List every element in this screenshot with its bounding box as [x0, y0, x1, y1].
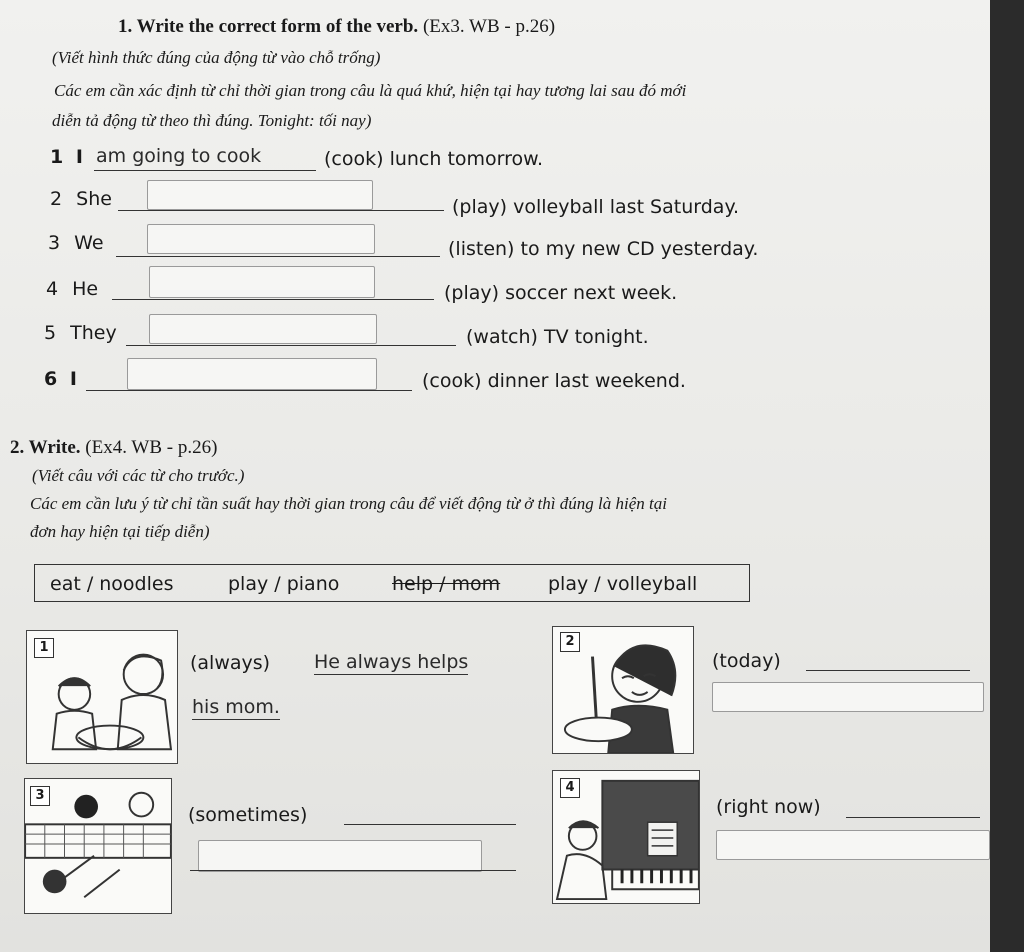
ex1-item-5: [44, 322, 117, 344]
ex1-item-3-rest: (listen) to my new CD yesterday.: [448, 238, 759, 260]
item-number: 1: [50, 146, 64, 168]
item-subject: I: [69, 368, 77, 390]
answer-underline: [86, 390, 412, 391]
picture-1-cue: (always): [190, 652, 271, 674]
picture-number: 3: [30, 786, 50, 806]
ex2-title-text: 2. Write.: [10, 437, 81, 458]
word-box-item-1: eat / noodles: [50, 573, 174, 595]
item-number: 3: [48, 232, 61, 254]
ex2-note-2: Các em cần lưu ý từ chỉ tần suất hay thời gian trong câu để viết động từ ở thì đúng là hiện tại: [30, 494, 667, 513]
ex1-item-4-rest: (play) soccer next week.: [444, 282, 678, 304]
ex1-title-text: 1. Write the correct form of the verb.: [118, 16, 419, 37]
answer-underline: [112, 299, 434, 300]
ex2-note-1: (Viết câu với các từ cho trước.): [32, 466, 245, 485]
item-subject: We: [74, 232, 104, 254]
ex1-item-6-rest: (cook) dinner last weekend.: [422, 370, 686, 392]
ex1-item-1-answer[interactable]: [96, 145, 314, 167]
picture-number: 4: [560, 778, 580, 798]
picture-2-answer-box[interactable]: [712, 682, 984, 712]
ex1-item-3-answer-box[interactable]: [147, 224, 375, 254]
picture-4-cue: (right now): [716, 796, 821, 818]
answer-underline: [118, 210, 444, 211]
picture-number: 1: [34, 638, 54, 658]
item-number: 6: [44, 368, 58, 390]
ex1-title: [118, 16, 555, 38]
ex1-item-3: [48, 232, 104, 254]
item-number: 2: [50, 188, 63, 210]
picture-3-answer-box[interactable]: [198, 840, 482, 872]
ex1-item-1: [50, 146, 83, 168]
answer-underline: [94, 170, 316, 171]
item-subject: They: [70, 322, 117, 344]
answer-underline: [846, 817, 980, 818]
answer-underline: [116, 256, 440, 257]
ex2-title-ref: (Ex4. WB - p.26): [85, 437, 218, 458]
picture-number: 2: [560, 632, 580, 652]
picture-2-cue: (today): [712, 650, 781, 672]
ex1-item-6-answer-box[interactable]: [127, 358, 377, 390]
answer-text: his mom.: [192, 696, 280, 718]
ex1-item-2: [50, 188, 112, 210]
word-box-item-3: help / mom: [392, 573, 501, 595]
picture-3-cue: (sometimes): [188, 804, 308, 826]
answer-underline: [344, 824, 516, 825]
answer-underline: [806, 670, 970, 671]
picture-1-answer-line-2[interactable]: [192, 696, 280, 718]
item-subject: She: [76, 188, 112, 210]
ex1-item-4: [46, 278, 98, 300]
word-box-item-4: play / volleyball: [548, 573, 698, 595]
answer-underline: [190, 870, 516, 871]
item-subject: He: [72, 278, 99, 300]
ex1-title-ref: (Ex3. WB - p.26): [422, 16, 556, 37]
ex1-note-2: Các em cần xác định từ chỉ thời gian trong câu là quá khứ, hiện tại hay tương lai sau đó mới: [54, 81, 687, 100]
ex2-note-3: đơn hay hiện tại tiếp diễn): [30, 522, 210, 541]
item-number: 4: [46, 278, 59, 300]
item-subject: I: [75, 146, 83, 168]
screen-bezel: [990, 0, 1024, 952]
ex1-note-3: diễn tả động từ theo thì đúng. Tonight: tối nay): [52, 111, 372, 130]
answer-text: He always helps: [314, 651, 469, 673]
picture-1-answer-line-1[interactable]: [314, 651, 468, 673]
answer-text: am going to cook: [96, 145, 262, 167]
ex1-note-1: (Viết hình thức đúng của động từ vào chỗ trống): [52, 48, 381, 67]
word-box-item-2: play / piano: [228, 573, 340, 595]
item-number: 5: [44, 322, 57, 344]
ex1-item-4-answer-box[interactable]: [149, 266, 375, 298]
ex1-item-5-rest: (watch) TV tonight.: [466, 326, 649, 348]
picture-4-answer-box[interactable]: [716, 830, 990, 860]
ex1-item-2-rest: (play) volleyball last Saturday.: [452, 196, 740, 218]
ex1-item-6: [44, 368, 77, 390]
answer-underline: [126, 345, 456, 346]
ex1-item-5-answer-box[interactable]: [149, 314, 377, 344]
ex2-title: [10, 437, 217, 459]
ex1-item-1-rest: (cook) lunch tomorrow.: [324, 148, 543, 170]
ex1-item-2-answer-box[interactable]: [147, 180, 373, 210]
